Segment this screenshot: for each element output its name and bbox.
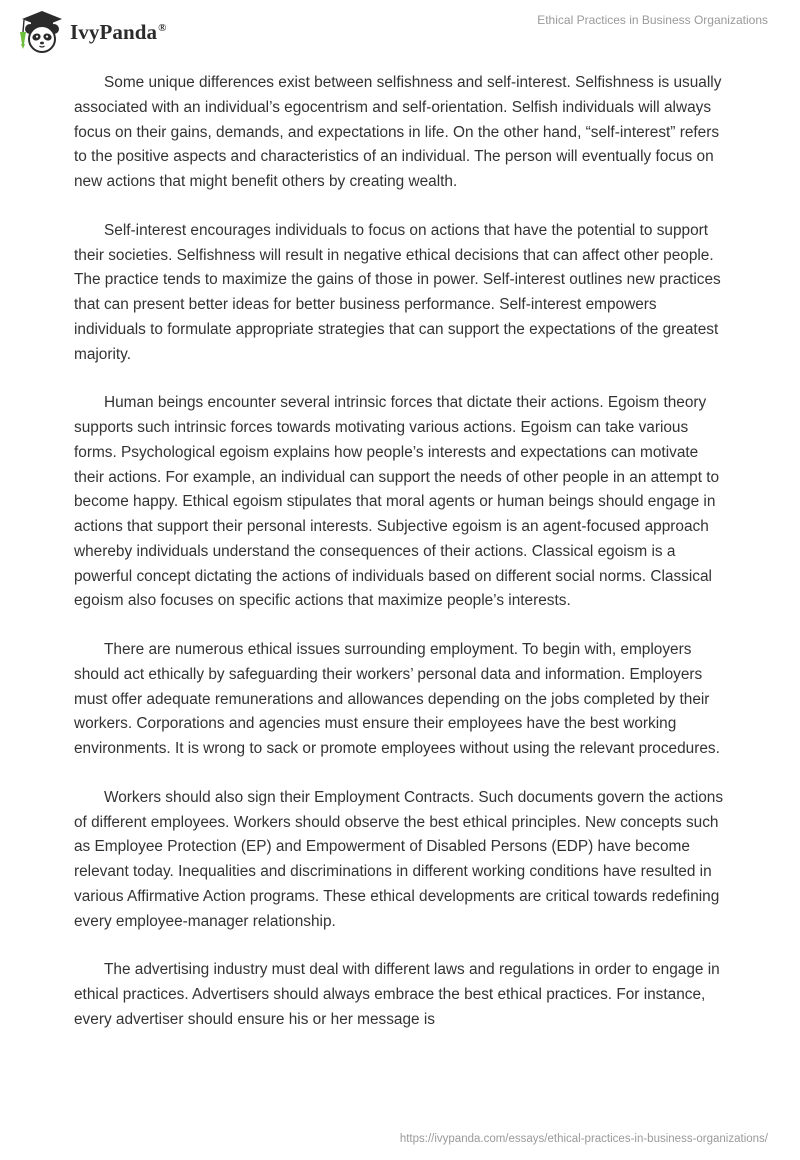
document-title: Ethical Practices in Business Organizations	[537, 13, 768, 27]
paragraph: Some unique differences exist between selfishness and self-interest. Selfishness is usually associated with an individual’s egocentrism and self-orientation. Selfish individuals will always focus on their gains, demands, and expectations in life. On the other hand, “self-interest” refers to the positive aspects and characteristics of an individual. The person will eventually focus on new actions that might benefit others by creating wealth.	[74, 74, 722, 190]
paragraph: Self-interest encourages individuals to focus on actions that have the potential to support their societies. Selfishness will result in negative ethical decisions that can affect other people. The practice tends to maximize the gains of those in power. Self-interest outlines new practices that can present better ideas for better business performance. Self-interest empowers individuals to formulate appropriate strategies that can support the expectations of the greatest majority.	[74, 221, 721, 363]
essay-body	[74, 71, 730, 1057]
registered-mark: ®	[158, 21, 167, 34]
brand-name-text: IvyPanda	[70, 19, 158, 44]
brand-name	[70, 20, 167, 45]
paragraph: There are numerous ethical issues surrounding employment. To begin with, employers should act ethically by safeguarding their workers’ personal data and information. Employers must offer adequate remunerations and allowances depending on the jobs completed by their workers. Corporations and agencies must ensure their employees have the best working environments. It is wrong to sack or promote employees without using the relevant procedures.	[74, 641, 720, 757]
page-header	[0, 0, 800, 60]
panda-graduate-icon	[14, 8, 66, 56]
paragraph: Workers should also sign their Employment Contracts. Such documents govern the actions of different employees. Workers should observe the best ethical principles. New concepts such as Employee Protection (EP) and Empowerment of Disabled Persons (EDP) have become relevant today. Inequalities and discriminations in different working conditions have resulted in various Affirmative Action programs. These ethical developments are critical towards redefining every employee-manager relationship.	[74, 788, 724, 930]
logo[interactable]	[14, 8, 167, 56]
source-url[interactable]: https://ivypanda.com/essays/ethical-practices-in-business-organizations/	[399, 1133, 768, 1145]
paragraph: The advertising industry must deal with different laws and regulations in order to engage in ethical practices. Advertisers should always embrace the best ethical practices. For instance, every advertiser should ensure his or her message is	[74, 961, 720, 1028]
paragraph: Human beings encounter several intrinsic forces that dictate their actions. Egoism theory supports such intrinsic forces towards motivating various actions. Egoism can take various forms. Psychological egoism explains how people’s interests and expectations can motivate their actions. For example, an individual can support the needs of other people in an attempt to become happy. Ethical egoism stipulates that moral agents or human beings should engage in actions that support their personal interests. Subjective egoism is an agent-focused approach whereby individuals understand the consequences of their actions. Classical egoism is a powerful concept dictating the actions of individuals based on different social norms. Classical egoism also focuses on specific actions that maximize people’s interests.	[74, 394, 720, 610]
